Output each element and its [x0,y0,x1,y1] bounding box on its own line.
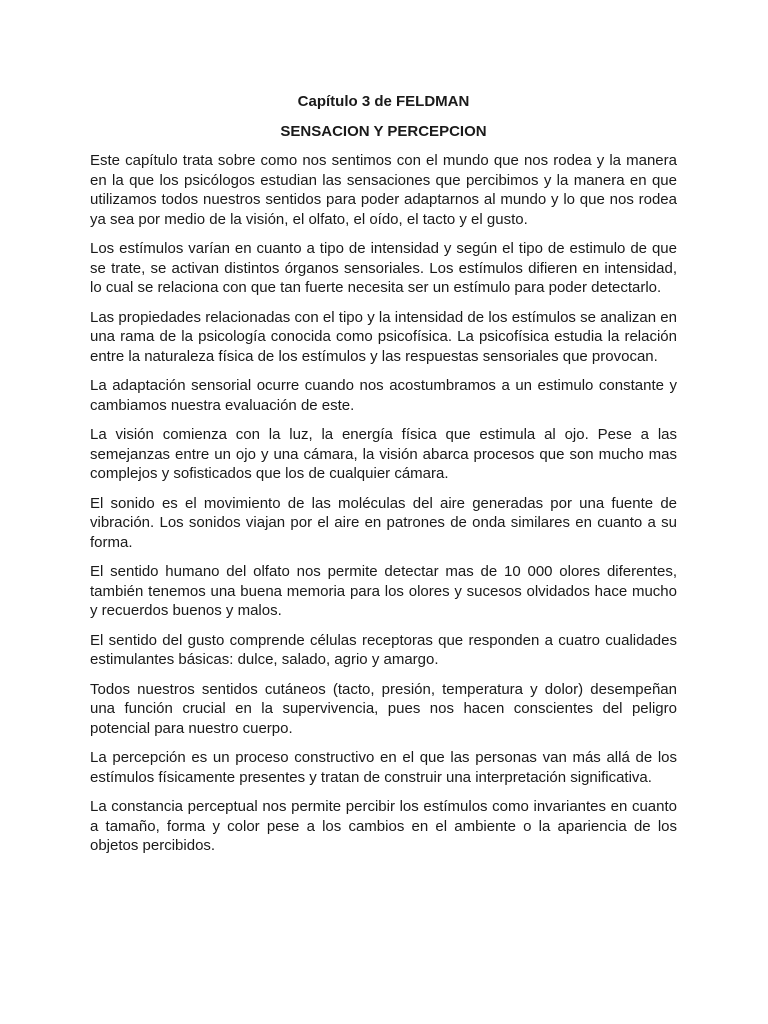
paragraph: La constancia perceptual nos permite percibir los estímulos como invariantes en cuanto a tamaño, forma y color pese a los cambios en el ambiente o la apariencia de los objetos percibidos. [90,798,677,854]
paragraph: Todos nuestros sentidos cutáneos (tacto, presión, temperatura y dolor) desempeñan una función crucial en la supervivencia, pues nos hacen conscientes del peligro potencial para nuestro cuerpo. [90,680,677,737]
paragraph: La adaptación sensorial ocurre cuando nos acostumbramos a un estimulo constante y cambiamos nuestra evaluación de este. [90,377,677,414]
paragraph: Los estímulos varían en cuanto a tipo de intensidad y según el tipo de estimulo de que se trate, se activan distintos órganos sensoriales. Los estímulos difieren en intensidad, lo cual se relaciona con que tan fuerte necesita ser un estímulo para poder detectarlo. [90,240,677,296]
document-subtitle: SENSACION Y PERCEPCION [280,122,487,140]
document-title: Capítulo 3 de FELDMAN [297,93,470,110]
paragraph: La visión comienza con la luz, la energía física que estimula al ojo. Pese a las semejanzas entre un ojo y una cámara, la visión abarca procesos que son mucho mas complejos y sofisticados que los de cualquier cámara. [90,426,677,482]
paragraph: El sentido humano del olfato nos permite detectar mas de 10 000 olores diferentes, también tenemos una buena memoria para los olores y sucesos olvidados hace mucho y recuerdos buenos y malos. [90,563,677,619]
paragraph: El sonido es el movimiento de las moléculas del aire generadas por una fuente de vibración. Los sonidos viajan por el aire en patrones de onda similares en cuanto a su forma. [90,494,677,551]
paragraph: La percepción es un proceso constructivo en el que las personas van más allá de los estímulos físicamente presentes y tratan de construir una interpretación significativa. [90,749,677,786]
paragraph: El sentido del gusto comprende células receptoras que responden a cuatro cualidades estimulantes básicas: dulce, salado, agrio y amargo. [90,631,677,668]
paragraph: Este capítulo trata sobre como nos sentimos con el mundo que nos rodea y la manera en la que los psicólogos estudian las sensaciones que percibimos y la manera en que utilizamos todos nuestros sentidos para poder adaptarnos al mundo y lo que nos rodea ya sea por medio de la visión, el olfato, el oído, el tacto y el gusto. [90,152,677,228]
document-page [90,92,677,866]
paragraph: Las propiedades relacionadas con el tipo y la intensidad de los estímulos se analizan en una rama de la psicología conocida como psicofísica. La psicofísica estudia la relación entre la naturaleza física de los estímulos y las respuestas sensoriales que provocan. [90,308,677,365]
